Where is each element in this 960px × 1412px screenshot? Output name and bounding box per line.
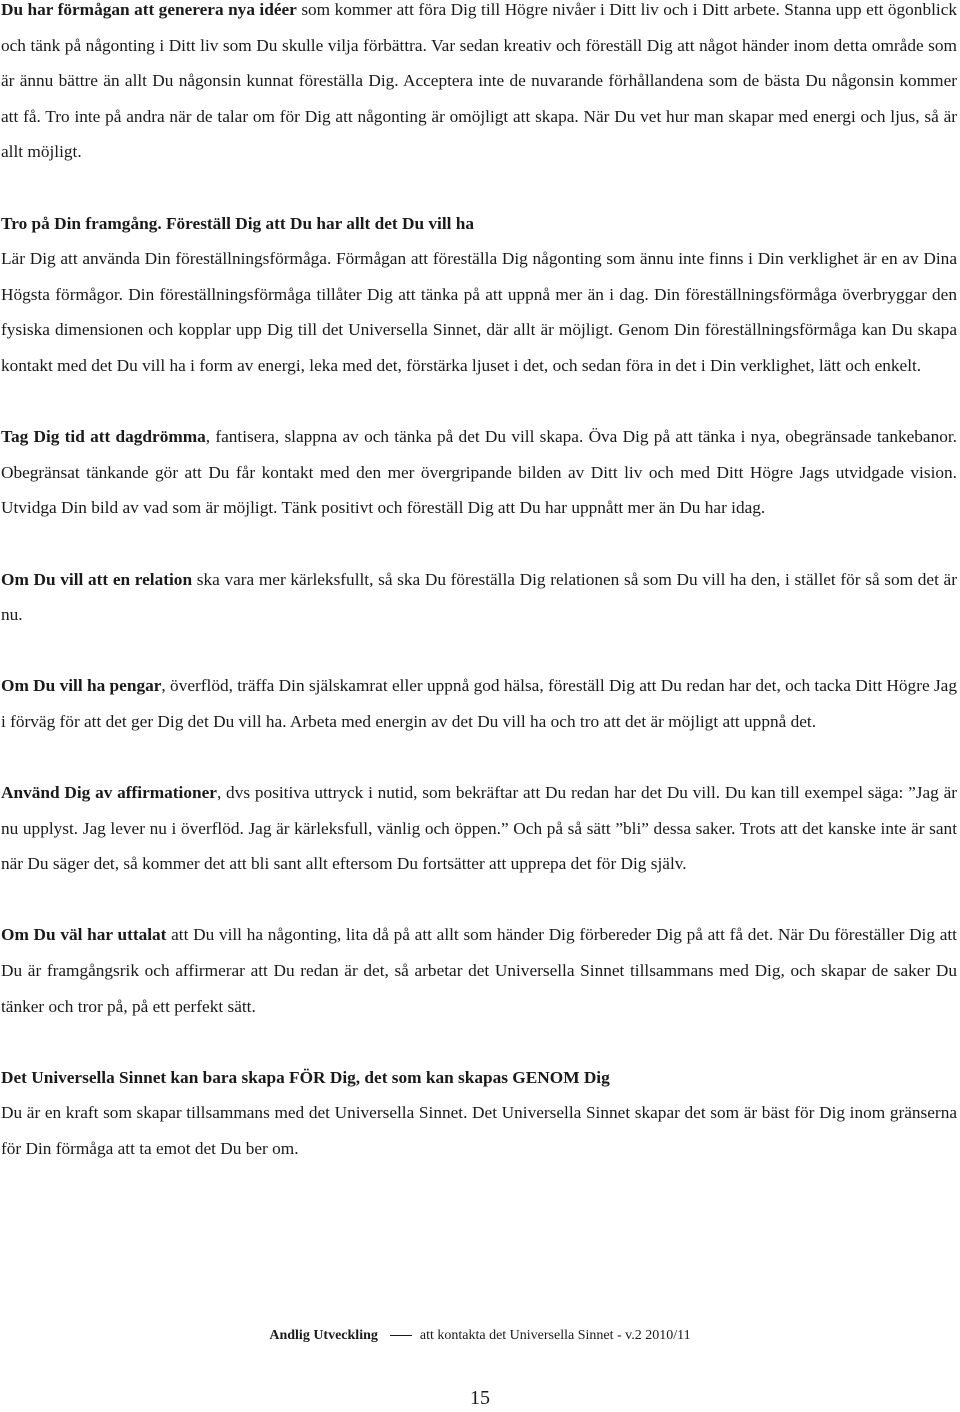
- paragraph-text: Lär Dig att använda Din föreställningsförmåga. Förmågan att föreställa Dig någonting som ännu inte finns i Din verklighet är en av Dina Högsta förmågor. Din föreställningsförmåga tillåter Dig att tänka på att uppnå mer än i dag. Din föreställningsförmåga överbryggar den fysiska dimensionen och kopplar upp Dig till det Universella Sinnet, där allt är möjligt. Genom Din föreställningsförmåga kan Du skapa kontakt med det Du vill ha i form av energi, leka med det, förstärka ljuset i det, och sedan föra in det i Din verklighet, lätt och enkelt.: [1, 249, 957, 375]
- lead-phrase: Om Du vill att en relation: [1, 569, 193, 589]
- paragraph-text: , dvs positiva uttryck i nutid, som bekräftar att Du redan har det Du vill. Du kan till exempel säga: ”Jag är nu upplyst. Jag lever nu i överflöd. Jag är kärleksfull, vänlig och öppen.” Och på så sätt ”bli” dessa saker. Trots att det kanske inte är sant när Du säger det, så kommer det att bli sant allt eftersom Du fortsätter att upprepa det för Dig själv.: [1, 783, 957, 874]
- paragraph-text: , överflöd, träffa Din själskamrat eller uppnå god hälsa, föreställ Dig att Du redan har det, och tacka Ditt Högre Jag i förväg för att det ger Dig det Du vill ha. Arbeta med energin av det Du vill ha och tro att det är möjligt att uppnå det.: [1, 676, 957, 731]
- section-heading-text: Det Universella Sinnet kan bara skapa FÖR Dig, det som kan skapas GENOM Dig: [1, 1067, 610, 1087]
- lead-phrase: Om Du väl har uttalat: [1, 925, 167, 945]
- section-heading-success: [1, 206, 957, 242]
- page-footer: [0, 1326, 960, 1346]
- paragraph-text: att Du vill ha någonting, lita då på att allt som händer Dig förbereder Dig på att få det. När Du föreställer Dig att Du är framgångsrik och affirmerar att Du redan är det, så arbetar det Universella Sinnet tillsammans med Dig, och skapar de saker Du tänker och tror på, på ett perfekt sätt.: [1, 925, 957, 1016]
- paragraph-ideas: [1, 0, 957, 170]
- paragraph-text: ska vara mer kärleksfullt, så ska Du föreställa Dig relationen så som Du vill ha den, i stället för så som det är nu.: [1, 569, 957, 625]
- lead-phrase: Tag Dig tid att dagdrömma: [1, 427, 206, 447]
- footer-subtitle: att kontakta det Universella Sinnet - v.2 2010/11: [419, 1328, 691, 1343]
- paragraph-text: Du är en kraft som skapar tillsammans med det Universella Sinnet. Det Universella Sinnet skapar det som är bäst för Dig inom gränserna för Din förmåga att ta emot det Du ber om.: [1, 1103, 957, 1158]
- footer-brand: Andlig Utveckling: [269, 1328, 378, 1343]
- paragraph-stated: [1, 917, 957, 1024]
- paragraph-imagination: [1, 241, 957, 383]
- paragraph-text: , fantisera, slappna av och tänka på det Du vill skapa. Öva Dig på att tänka i nya, obegränsade tankebanor. Obegränsat tänkande gör att Du får kontakt med den mer övergripande bilden av Ditt liv och med Ditt Högre Jags utvidgade vision. Utvidga Din bild av vad som är möjligt. Tänk positivt och föreställ Dig att Du har uppnått mer än Du har idag.: [1, 427, 957, 518]
- lead-phrase: Du har förmågan att generera nya idéer: [1, 0, 297, 19]
- page-number: 15: [470, 1387, 490, 1409]
- paragraph-force: [1, 1095, 957, 1166]
- body-text: [1, 0, 957, 1167]
- paragraph-text: som kommer att föra Dig till Högre nivåer i Ditt liv och i Ditt arbete. Stanna upp ett ögonblick och tänk på någonting i Ditt liv som Du skulle vilja förbättra. Var sedan kreativ och föreställ Dig att något händer inom detta område som är ännu bättre än allt Du någonsin kunnat föreställa Dig. Acceptera inte de nuvarande förhållandena som de bästa Du någonsin kommer att få. Tro inte på andra när de talar om för Dig att någonting är omöjligt att skapa. När Du vet hur man skapar med energi och ljus, så är allt möjligt.: [1, 0, 958, 162]
- lead-phrase: Använd Dig av affirmationer: [1, 783, 217, 803]
- paragraph-money: [1, 668, 957, 739]
- paragraph-relation: [1, 562, 957, 633]
- paragraph-affirmations: [1, 775, 957, 882]
- section-heading-universal-mind: [1, 1060, 957, 1096]
- section-heading-text: Tro på Din framgång. Föreställ Dig att Du har allt det Du vill ha: [1, 213, 475, 233]
- footer-divider: [390, 1335, 412, 1336]
- lead-phrase: Om Du vill ha pengar: [1, 676, 162, 696]
- paragraph-daydream: [1, 419, 957, 526]
